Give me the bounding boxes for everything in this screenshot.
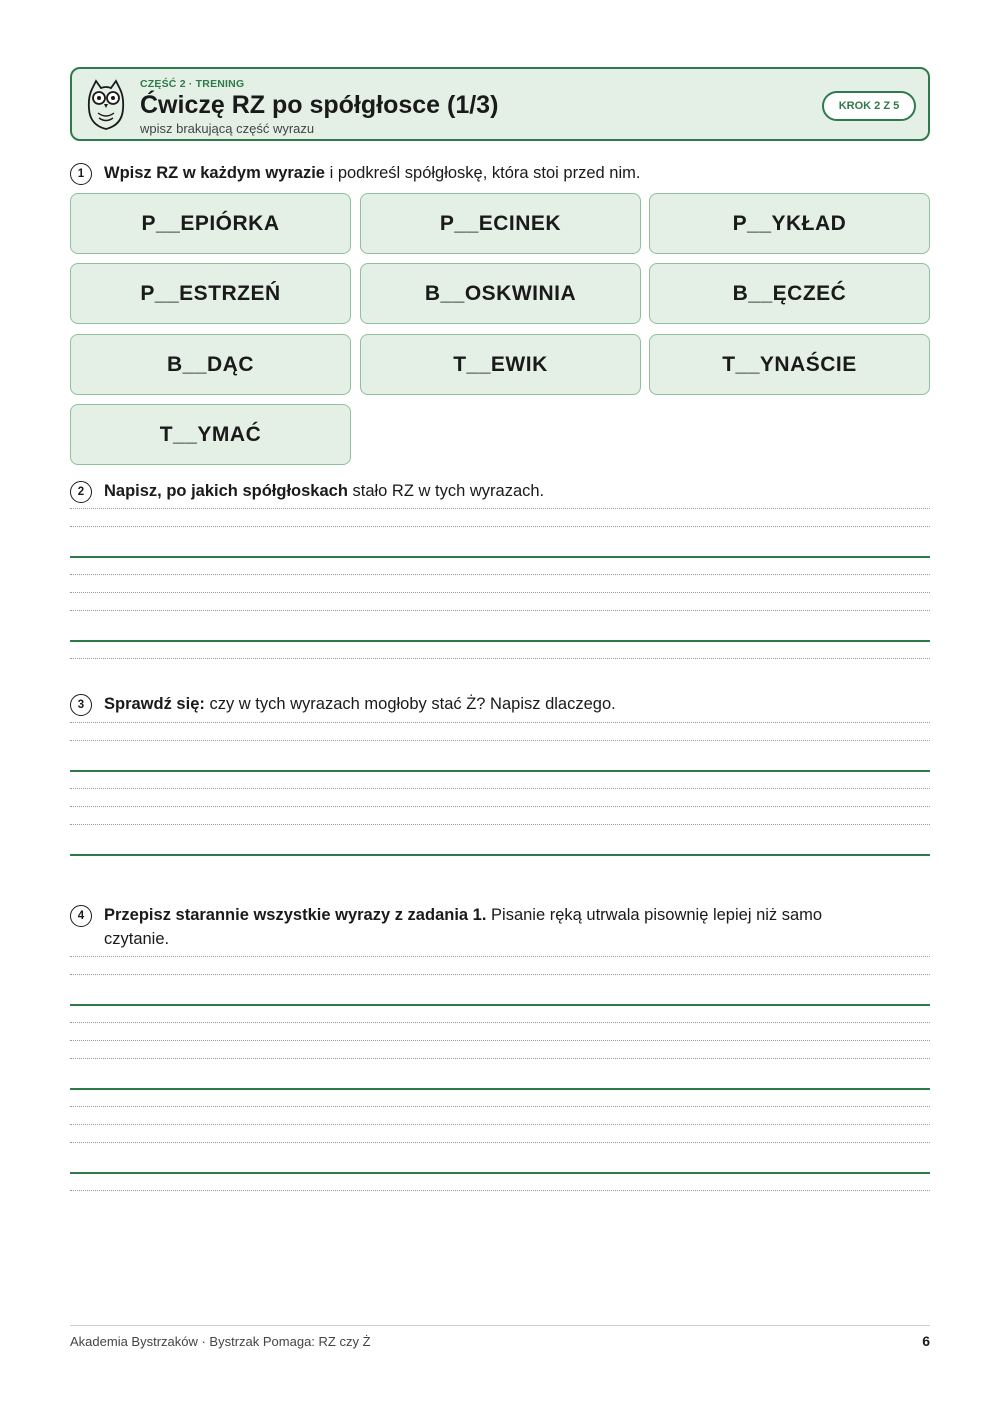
- task-instruction-bold: Napisz, po jakich spółgłoskach: [104, 482, 348, 500]
- page-header: [70, 67, 930, 141]
- page-subtitle: wpisz brakującą część wyrazu: [140, 121, 315, 136]
- page-number: 6: [922, 1333, 930, 1349]
- task-number: 4: [70, 905, 92, 927]
- task-number: 2: [70, 481, 92, 503]
- word-card: T__YMAĆ: [70, 404, 351, 465]
- task-instruction: Pisanie ręką utrwala pisownię lepiej niż samo czytanie.: [104, 906, 823, 948]
- task-instruction-bold: Przepisz starannie wszystkie wyrazy z zadania 1.: [104, 906, 487, 924]
- word-card: P__ECINEK: [360, 193, 641, 254]
- task-instruction: stało RZ w tych wyrazach.: [347, 482, 545, 500]
- footer-text: Akademia Bystrzaków · Bystrzak Pomaga: RZ czy Ż: [70, 1334, 371, 1349]
- word-card: T__YNAŚCIE: [649, 334, 930, 395]
- task-instruction-bold: Wpisz RZ w każdym wyrazie: [104, 164, 325, 182]
- step-badge: KROK 2 Z 5: [822, 91, 916, 121]
- task-instruction: i podkreśl spółgłoskę, która stoi przed nim.: [324, 164, 641, 182]
- page-title: Ćwiczę RZ po spółgłosce (1/3): [140, 91, 499, 119]
- word-card: B__ĘCZEĆ: [649, 263, 930, 324]
- word-grid: [70, 193, 930, 467]
- word-card: P__EPIÓRKA: [70, 193, 351, 254]
- task-instruction-bold: Sprawdź się:: [104, 695, 205, 713]
- word-card: P__YKŁAD: [649, 193, 930, 254]
- task-number: 1: [70, 163, 92, 185]
- task-3: [70, 692, 930, 716]
- task-instruction: czy w tych wyrazach mogłoby stać Ż? Napisz dlaczego.: [204, 695, 616, 713]
- word-card: P__ESTRZEŃ: [70, 263, 351, 324]
- task-1: [70, 161, 930, 185]
- word-card: T__EWIK: [360, 334, 641, 395]
- task-number: 3: [70, 694, 92, 716]
- word-card: B__OSKWINIA: [360, 263, 641, 324]
- section-kicker: CZĘŚĆ 2 · TRENING: [140, 78, 245, 90]
- task-4: [70, 903, 930, 951]
- footer-divider: [70, 1325, 930, 1326]
- word-card: B__DĄC: [70, 334, 351, 395]
- owl-icon: [86, 79, 126, 131]
- task-2: [70, 479, 930, 503]
